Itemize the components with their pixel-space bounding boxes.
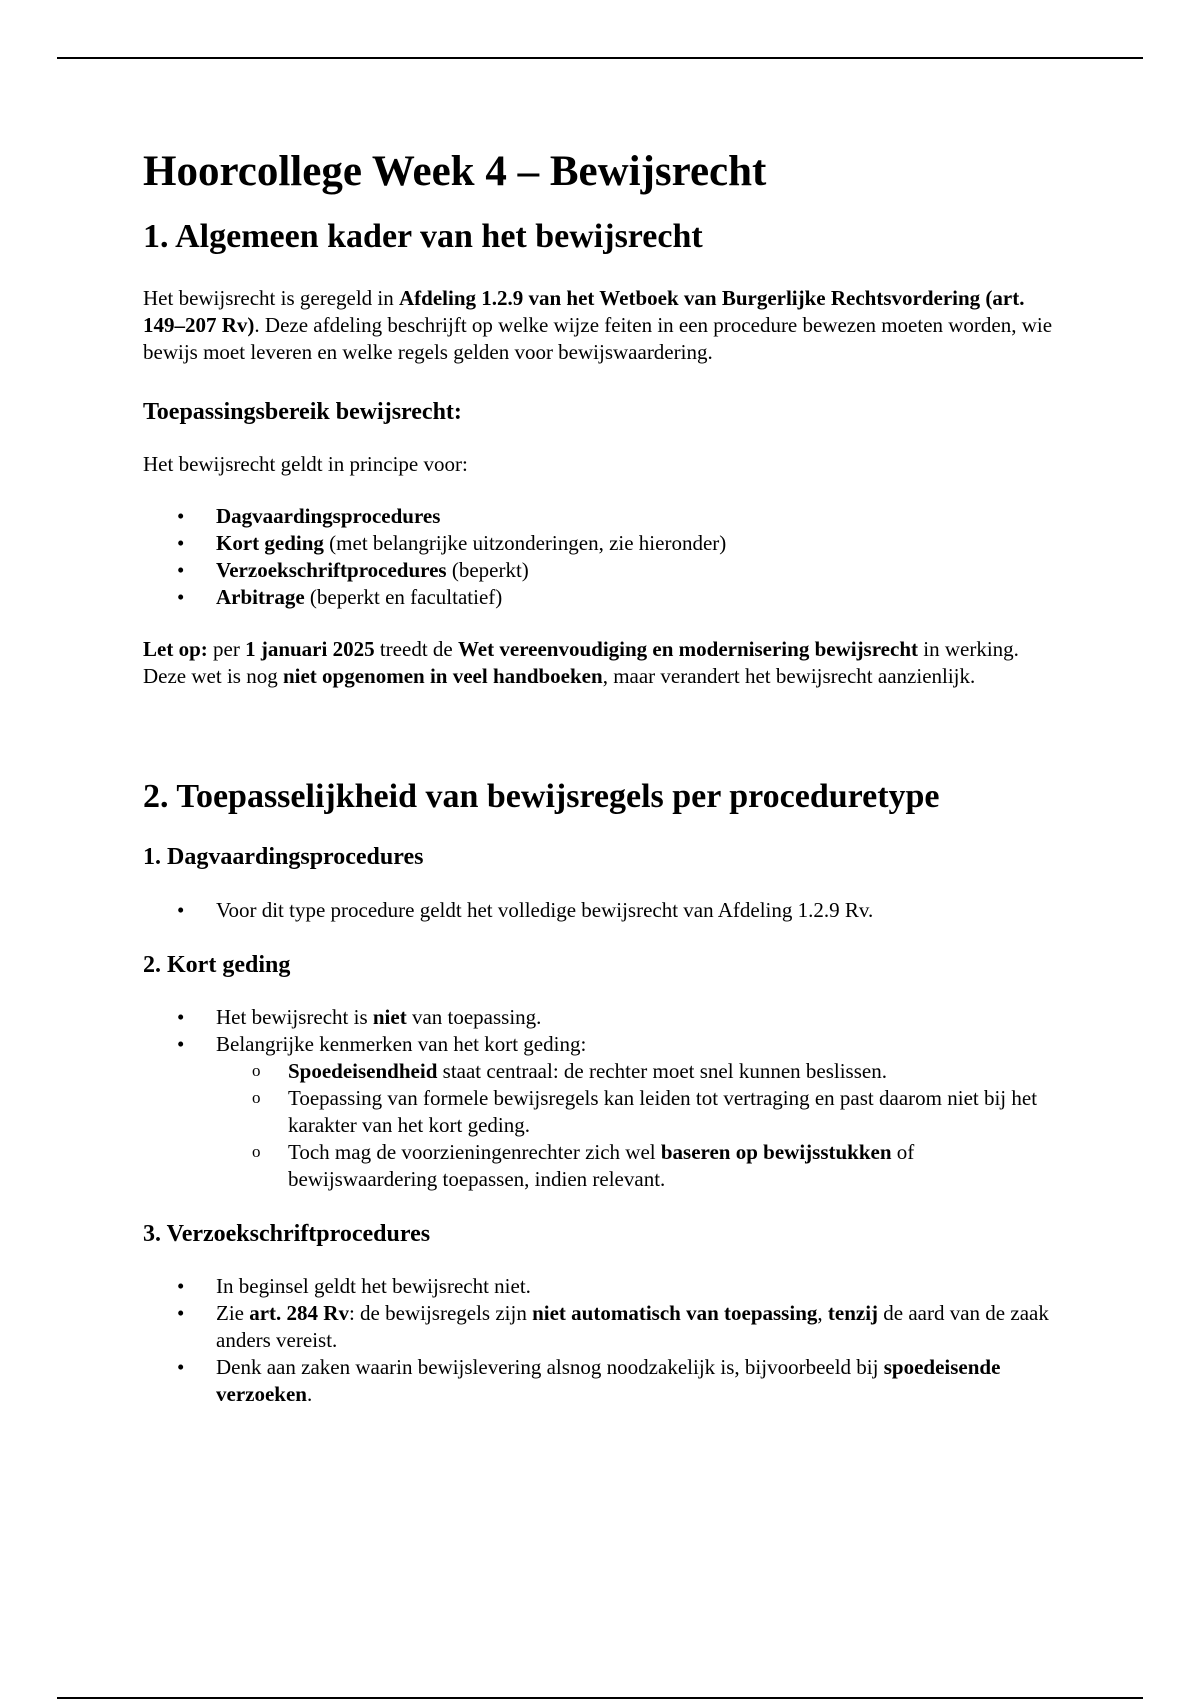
kort-geding-sublist [143,1058,1063,1193]
list-item: • Het bewijsrecht is niet van toepassing. [143,1004,1063,1031]
sub-list-item: o Spoedeisendheid staat centraal: de rechter moet snel kunnen beslissen. [143,1058,1063,1085]
dagvaarding-list [143,897,1063,924]
sub-list-item: o Toepassing van formele bewijsregels kan leiden tot vertraging en past daarom niet bij het karakter van het kort geding. [143,1085,1063,1139]
dagvaarding-heading: 1. Dagvaardingsprocedures [143,844,424,870]
section-1-heading: 1. Algemeen kader van het bewijsrecht [143,218,703,255]
kort-geding-list [143,1004,1063,1058]
verzoekschrift-list [143,1273,1063,1408]
section-2-heading: 2. Toepasselijkheid van bewijsregels per proceduretype [143,778,940,815]
scope-list [143,503,1063,611]
page-title: Hoorcollege Week 4 – Bewijsrecht [143,148,767,195]
list-item: • Zie art. 284 Rv: de bewijsregels zijn niet automatisch van toepassing, tenzij de aard van de zaak anders vereist. [143,1300,1063,1354]
scope-intro: Het bewijsrecht geldt in principe voor: [143,452,468,476]
list-item: • Arbitrage (beperkt en facultatief) [143,584,1063,611]
list-item: • Belangrijke kenmerken van het kort geding: [143,1031,1063,1058]
list-item: • Denk aan zaken waarin bewijslevering alsnog noodzakelijk is, bijvoorbeeld bij spoedeisende verzoeken. [143,1354,1063,1408]
list-item: • Dagvaardingsprocedures [143,503,1063,530]
top-rule [57,57,1143,59]
intro-paragraph: Het bewijsrecht is geregeld in Afdeling 1.2.9 van het Wetboek van Burgerlijke Rechtsvordering (art. 149–207 Rv). Deze afdeling beschrijft op welke wijze feiten in een procedure bewezen moeten worden, wie bewijs moet leveren en welke regels gelden voor bewijswaardering. [143,286,1053,364]
verzoekschrift-heading: 3. Verzoekschriftprocedures [143,1221,431,1247]
note-paragraph: Let op: per 1 januari 2025 treedt de Wet vereenvoudiging en modernisering bewijsrecht in werking. Deze wet is nog niet opgenomen in veel handboeken, maar verandert het bewijsrecht aanzienlijk. [143,637,1019,688]
kort-geding-heading: 2. Kort geding [143,952,291,978]
sub-list-item: o Toch mag de voorzieningenrechter zich wel baseren op bewijsstukken of bewijswaardering toepassen, indien relevant. [143,1139,1063,1193]
scope-heading: Toepassingsbereik bewijsrecht: [143,399,462,425]
list-item: • Verzoekschriftprocedures (beperkt) [143,557,1063,584]
list-item: • Kort geding (met belangrijke uitzonderingen, zie hieronder) [143,530,1063,557]
document-page [143,140,1063,1408]
list-item: • Voor dit type procedure geldt het volledige bewijsrecht van Afdeling 1.2.9 Rv. [143,897,1063,924]
bottom-rule [57,1697,1143,1699]
list-item: • In beginsel geldt het bewijsrecht niet. [143,1273,1063,1300]
